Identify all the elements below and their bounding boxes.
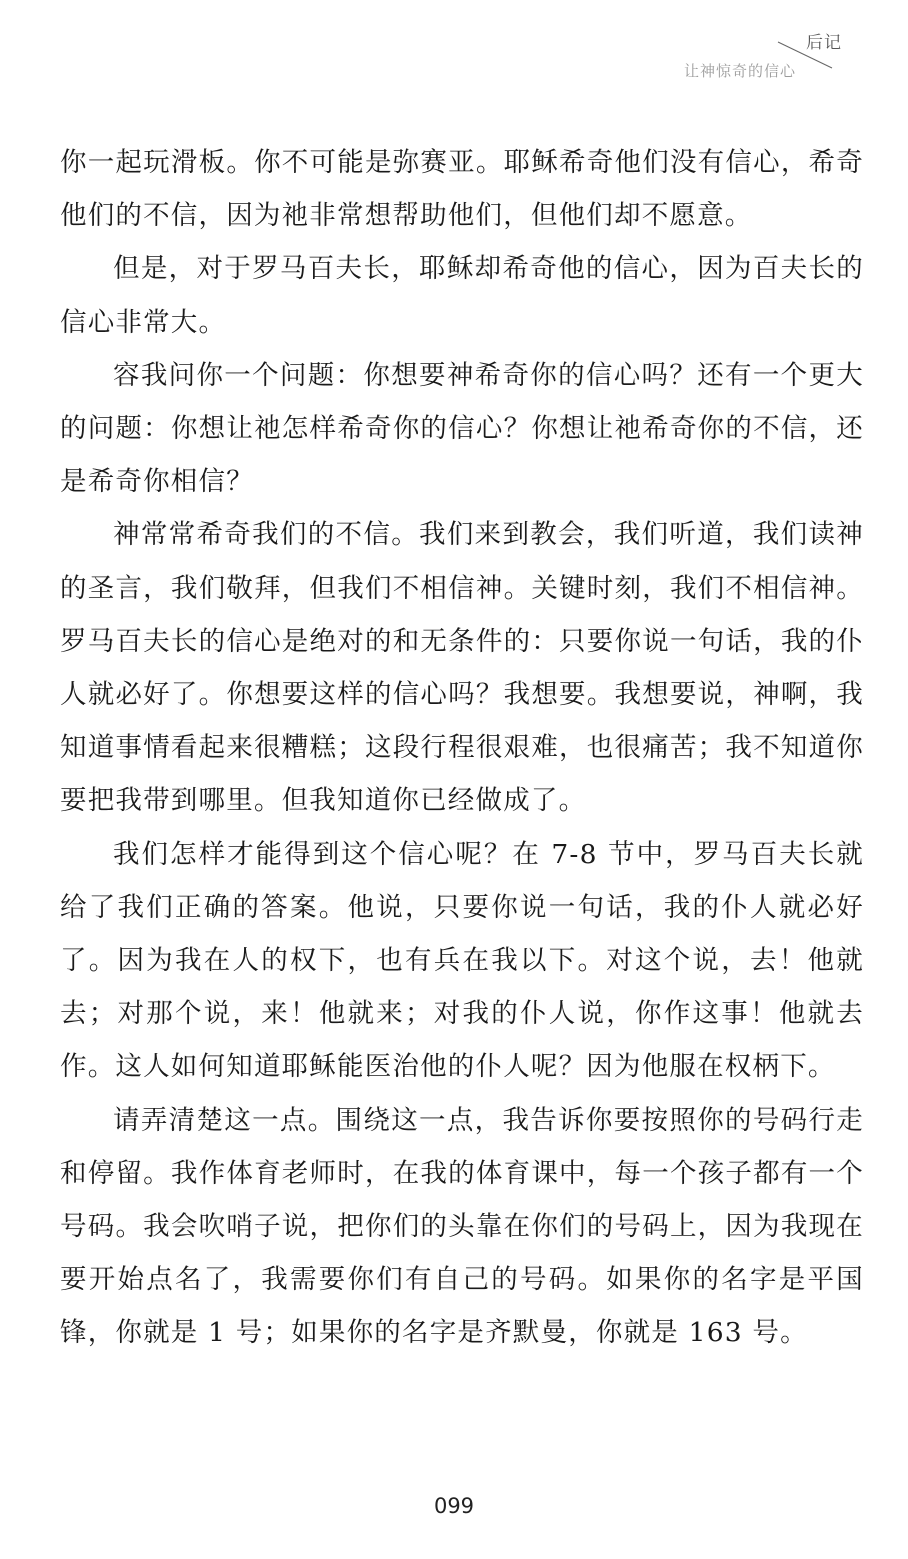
- page-number: 099: [433, 1494, 475, 1518]
- page-header: [0, 0, 908, 90]
- paragraph: 请弄清楚这一点。围绕这一点，我告诉你要按照你的号码行走和停留。我作体育老师时，在我的体育课中，每一个孩子都有一个号码。我会吹哨子说，把你们的头靠在你们的号码上，因为我现在要开始点名了，我需要你们有自己的号码。如果你的名字是平国锋，你就是 1 号；如果你的名字是齐默曼，你就是 163 号。: [60, 1104, 864, 1349]
- paragraph: 神常常希奇我们的不信。我们来到教会，我们听道，我们读神的圣言，我们敬拜，但我们不相信神。关键时刻，我们不相信神。罗马百夫长的信心是绝对的和无条件的：只要你说一句话，我的仆人就必好了。你想要这样的信心吗？我想要。我想要说，神啊，我知道事情看起来很糟糕；这段行程很艰难，也很痛苦；我不知道你要把我带到哪里。但我知道你已经做成了。: [60, 519, 864, 817]
- paragraph: 但是，对于罗马百夫长，耶稣却希奇他的信心，因为百夫长的信心非常大。: [60, 253, 864, 338]
- page-body: [60, 136, 864, 1360]
- paragraph: 我们怎样才能得到这个信心呢？在 7-8 节中，罗马百夫长就给了我们正确的答案。他说，只要你说一句话，我的仆人就必好了。因为我在人的权下，也有兵在我以下。对这个说，去！他就去；对那个说，来！他就来；对我的仆人说，你作这事！他就去作。这人如何知道耶稣能医治他的仆人呢？因为他服在权柄下。: [60, 838, 864, 1083]
- chapter-title: 让神惊奇的信心: [684, 62, 797, 80]
- paragraph: 容我问你一个问题：你想要神希奇你的信心吗？还有一个更大的问题：你想让祂怎样希奇你的信心？你想让祂希奇你的不信，还是希奇你相信？: [60, 359, 864, 498]
- paragraph: 你一起玩滑板。你不可能是弥赛亚。耶稣希奇他们没有信心，希奇他们的不信，因为祂非常想帮助他们，但他们却不愿意。: [60, 147, 864, 232]
- chapter-label: 后记: [806, 33, 842, 53]
